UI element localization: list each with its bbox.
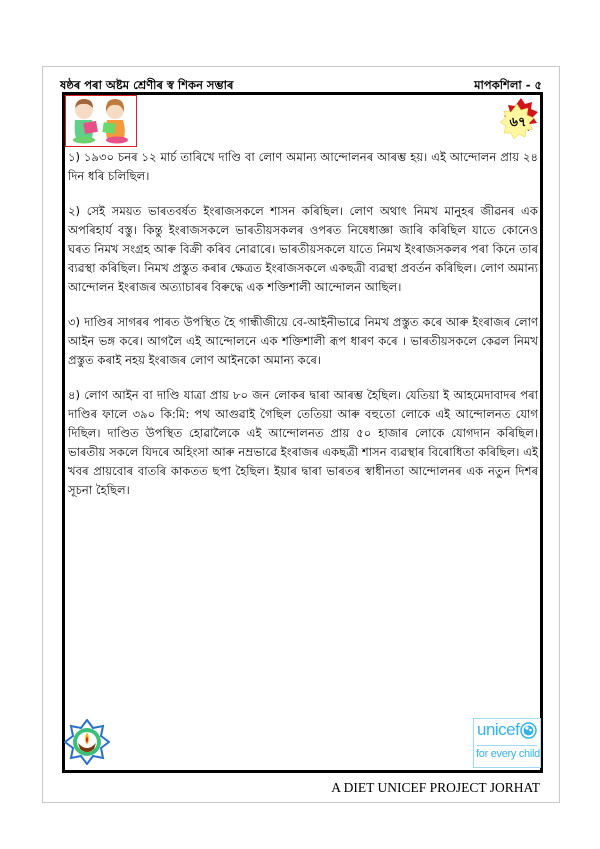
- lesson-text: [68, 148, 538, 516]
- badge-number: ৬৭: [509, 115, 527, 130]
- diet-emblem-icon: [64, 719, 110, 765]
- unicef-globe-icon: [520, 722, 537, 739]
- header-series-title: ষষ্ঠৰ পৰা অষ্টম শ্ৰেণীৰ স্ব শিকন সম্ভাৰ: [60, 78, 234, 92]
- children-reading-illustration: [65, 95, 137, 147]
- footer-project-credit: A DIET UNICEF PROJECT JORHAT: [331, 780, 540, 795]
- paragraph-4: ৪) লোণ আইন বা দাণ্ডি যাত্ৰা প্ৰায় ৮০ জন লোকৰ দ্বাৰা আৰম্ভ হৈছিল। যেতিয়া ই আহমেদাবাদৰ পৰা দাণ্ডিৰ ফালে ৩৯০ কি:মি: পথ আগুৱাই গৈছিল তেতিয়া আৰু বহুতো লোকে এই আন্দোলনত যোগ দিছিল। দাণ্ডিত উপস্থিত হোৱালৈকে এই আন্দোলনত প্ৰায় ৫০ হাজাৰ লোকে যোগদান কৰিছিল। ভাৰতীয় সকলে যিদৰে অহিংসা আৰু নম্ৰভাৱে ইংৰাজৰ একছত্ৰী শাসন ব্যৱস্থাৰ বিৰোধিতা কৰিছিল। এই খবৰ প্ৰায়বোৰ বাতৰি কাকতত ছপা হৈছিল। ইয়াৰ দ্বাৰা ভাৰতৰ স্বাধীনতা আন্দোলনৰ এক নতুন দিশৰ সূচনা হৈছিল।: [68, 388, 538, 497]
- children-reading-icon: [66, 96, 135, 145]
- page-number-badge: [496, 96, 540, 142]
- unicef-wordmark: unicef: [477, 720, 520, 739]
- unicef-tagline: for every child: [476, 748, 540, 760]
- paragraph-3: ৩) দাণ্ডিৰ সাগৰৰ পাৰত উপস্থিত হৈ গান্ধীজীয়ে বে-আইনীভাৱে নিমখ প্ৰস্তুত কৰে আৰু ইংৰাজৰ লোণ আইন ভঙ্গ কৰে। আগলৈ এই আন্দোলনে এক শক্তিশালী ৰূপ ধাৰণ কৰে । ভাৰতীয়সকলে কেৱল নিমখ প্ৰস্তুত কৰাই নহয় ইংৰাজৰ লোণ আইনকো অমান্য কৰে।: [68, 315, 538, 367]
- unicef-logo: [473, 718, 541, 768]
- header-worksheet-number: মাপকশিলা - ৫: [474, 78, 542, 92]
- diet-emblem: [64, 719, 110, 765]
- paragraph-2: ২) সেই সময়ত ভাৰতবৰ্ষত ইংৰাজসকলে শাসন কৰিছিল। লোণ অথাৎ নিমখ মানুহৰ জীৱনৰ এক অপৰিহাৰ্য বস্তু। কিন্তু ইংৰাজসকলে ভাৰতীয়সকলৰ ওপৰত নিষেধাজ্ঞা জাৰি কৰিছিল যাতে কোনেও ঘৰত নিমখ সংগ্ৰহ আৰু বিক্ৰী কৰিব নোৱাৰে। ভাৰতীয়সকলে যাতে নিমখ ইংৰাজসকলৰ পৰা কিনে তাৰ ব্যৱস্থা কৰিছিল। নিমখ প্ৰস্তুত কৰাৰ ক্ষেত্ৰত ইংৰাজসকলে একছত্ৰী ব্যৱস্থা প্ৰবৰ্তন কৰিছিল। লোণ অমান্য আন্দোলন ইংৰাজৰ অত্যাচাৰৰ বিৰুদ্ধে এক শক্তিশালী আন্দোলন আছিল।: [68, 204, 538, 294]
- unicef-divider: [477, 745, 537, 746]
- paragraph-1: ১) ১৯৩০ চনৰ ১২ মাৰ্চ তাৰিখে দাণ্ডি বা লোণ অমান্য আন্দোলনৰ আৰম্ভ হয়। এই আন্দোলন প্ৰায় ২৪ দিন ধৰি চলিছিল।: [68, 150, 538, 183]
